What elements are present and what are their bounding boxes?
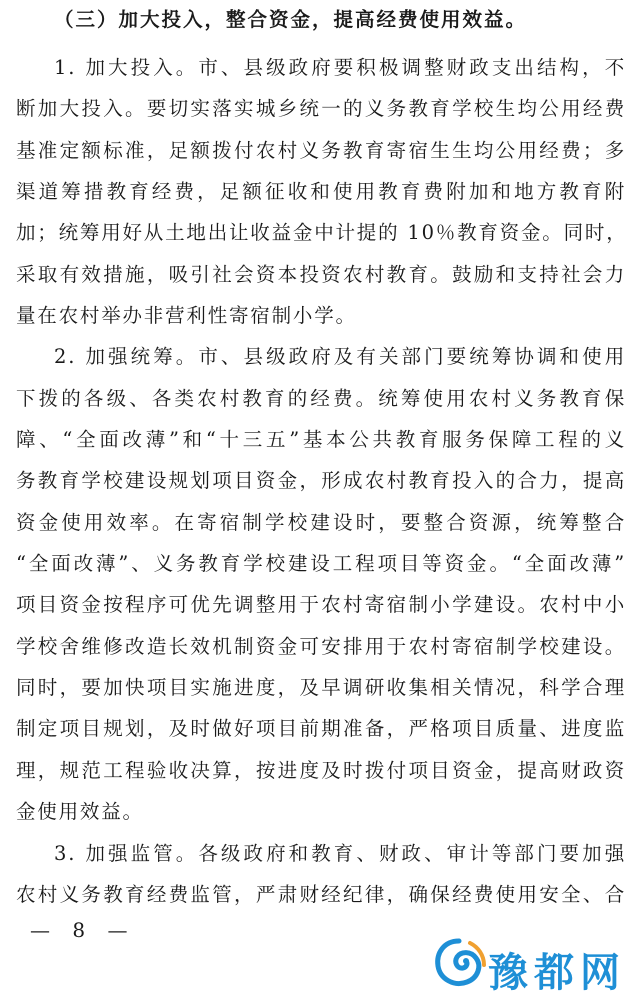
paragraph-line: 金使用效益。 [16, 800, 144, 823]
paragraph-line: 务教育学校建设规划项目资金，形成农村教育投入的合力，提高 [16, 469, 626, 492]
paragraph-line: 基准定额标准，足额拨付农村义务教育寄宿生生均公用经费；多 [16, 139, 626, 162]
paragraph-line: 断加大投入。要切实落实城乡统一的义务教育学校生均公用经费 [16, 97, 626, 120]
paragraph-line: 加；统筹用好从土地出让收益金中计提的 10％教育资金。同时， [16, 221, 628, 244]
paragraph-line: 渠道筹措教育经费，足额征收和使用教育费附加和地方教育附 [16, 180, 626, 203]
paragraph-line: 障、“全面改薄”和“十三五”基本公共教育服务保障工程的义 [16, 428, 626, 451]
paragraph-line: 同时，要加快项目实施进度，及早调研收集相关情况，科学合理 [16, 676, 626, 699]
paragraph-line: 理，规范工程验收决算，按进度及时拨付项目资金，提高财政资 [16, 759, 626, 782]
section-heading: （三）加大投入，整合资金，提高经费使用效益。 [54, 8, 528, 31]
paragraph-line: 下拨的各级、各类农村教育的经费。统筹使用农村义务教育保 [16, 387, 626, 410]
watermark-text: 豫都网 [488, 950, 626, 996]
paragraph-line: 项目资金按程序可优先调整用于农村寄宿制小学建设。农村中小 [16, 593, 626, 616]
paragraph-line: 2. 加强统筹。市、县级政府及有关部门要统筹协调和使用 [54, 345, 626, 368]
paragraph-line: 制定项目规划，及时做好项目前期准备，严格项目质量、进度监 [16, 717, 626, 740]
paragraph-line: 量在农村举办非营利性寄宿制小学。 [16, 304, 357, 327]
page-number: — 8 — [30, 918, 136, 942]
paragraph-line: 学校舍维修改造长效机制资金可安排用于农村寄宿制学校建设。 [16, 635, 626, 658]
paragraph-line: 农村义务教育经费监管，严肃财经纪律，确保经费使用安全、合 [16, 883, 626, 906]
swirl-logo-icon [430, 935, 488, 993]
paragraph-line: 1. 加大投入。市、县级政府要积极调整财政支出结构，不 [54, 56, 626, 79]
paragraph-line: 采取有效措施，吸引社会资本投资农村教育。鼓励和支持社会力 [16, 263, 626, 286]
paragraph-line: 资金使用效率。在寄宿制学校建设时，要整合资源，统筹整合 [16, 511, 626, 534]
site-watermark [430, 935, 635, 995]
paragraph-line: 3. 加强监管。各级政府和教育、财政、审计等部门要加强 [54, 842, 626, 865]
paragraph-line: “全面改薄”、义务教育学校建设工程项目等资金。“全面改薄” [16, 552, 626, 575]
